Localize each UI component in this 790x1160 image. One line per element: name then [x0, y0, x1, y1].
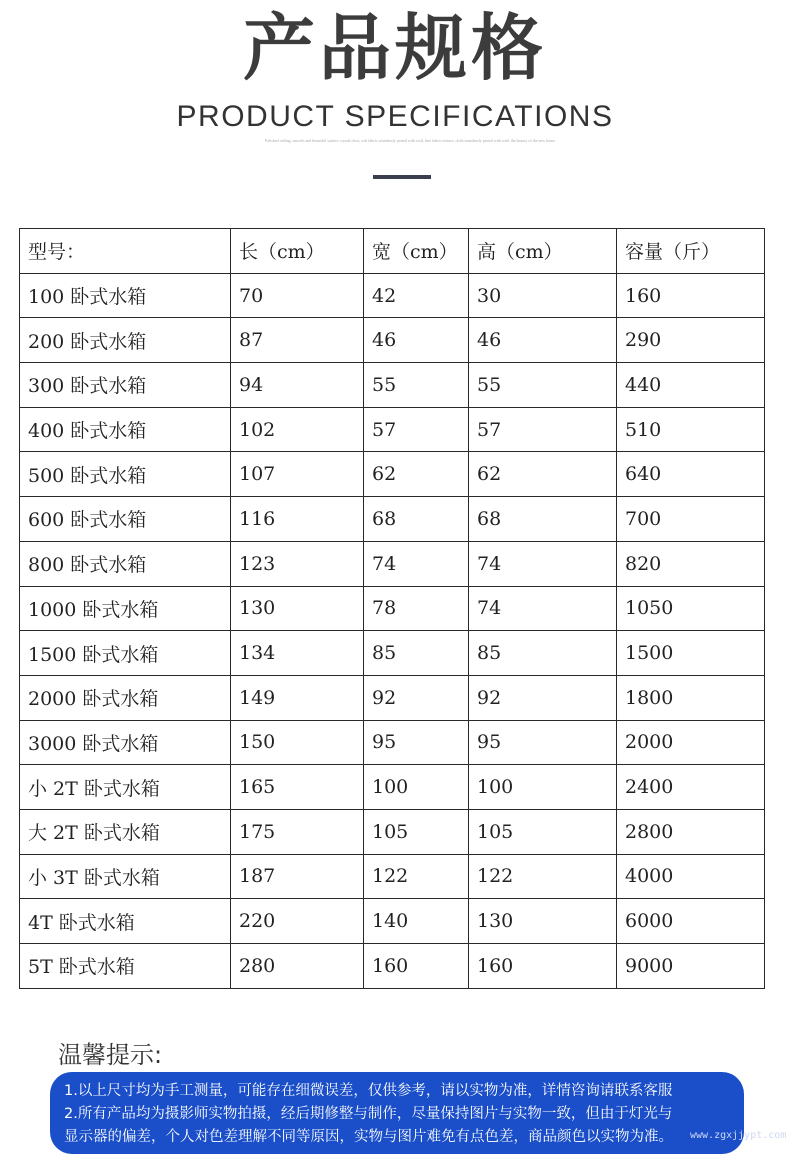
table-cell: 300 卧式水箱 [20, 363, 231, 408]
table-cell: 95 [364, 720, 469, 765]
table-header-cell: 型号： [20, 229, 231, 274]
table-cell: 107 [231, 452, 364, 497]
table-cell: 165 [231, 765, 364, 810]
table-row [20, 273, 765, 318]
table-cell: 510 [617, 407, 765, 452]
table-cell: 2400 [617, 765, 765, 810]
table-cell: 42 [364, 273, 469, 318]
page-subtitle: PRODUCT SPECIFICATIONS [176, 100, 614, 133]
table-row [20, 720, 765, 765]
table-row [20, 407, 765, 452]
table-cell: 130 [231, 586, 364, 631]
fine-print: Polished ceiling, smooth and beautiful surface crystal clear, soft fabric seamlessly paired with wall, fine fabric texture, cloth seamlessly paired with wall, the beauty of the new home [264, 138, 556, 143]
table-cell: 5T 卧式水箱 [20, 944, 231, 989]
table-cell: 290 [617, 318, 765, 363]
table-cell: 92 [469, 675, 617, 720]
table-cell: 160 [617, 273, 765, 318]
table-cell: 68 [364, 497, 469, 542]
table-cell: 55 [364, 363, 469, 408]
tips-title: 温馨提示: [58, 1041, 163, 1069]
table-cell: 100 [469, 765, 617, 810]
table-cell: 600 卧式水箱 [20, 497, 231, 542]
table-row [20, 765, 765, 810]
table-cell: 6000 [617, 899, 765, 944]
table-row [20, 944, 765, 989]
table-cell: 116 [231, 497, 364, 542]
watermark: www.zgxjjypt.com [690, 1130, 787, 1141]
table-cell: 280 [231, 944, 364, 989]
table-cell: 175 [231, 809, 364, 854]
table-cell: 1000 卧式水箱 [20, 586, 231, 631]
table-cell: 102 [231, 407, 364, 452]
table-cell: 105 [469, 809, 617, 854]
table-cell: 100 [364, 765, 469, 810]
table-row [20, 363, 765, 408]
table-cell: 1500 [617, 631, 765, 676]
page-title: 产品规格 [242, 6, 547, 90]
table-cell: 30 [469, 273, 617, 318]
tips-line-1: 1.以上尺寸均为手工测量，可能存在细微误差，仅供参考，请以实物为准，详情咨询请联系客服 [64, 1083, 673, 1099]
table-header-row [20, 229, 765, 274]
table-cell: 62 [469, 452, 617, 497]
table-cell: 62 [364, 452, 469, 497]
table-row [20, 452, 765, 497]
table-cell: 134 [231, 631, 364, 676]
table-cell: 70 [231, 273, 364, 318]
table-cell: 小 2T 卧式水箱 [20, 765, 231, 810]
table-cell: 68 [469, 497, 617, 542]
table-cell: 55 [469, 363, 617, 408]
table-cell: 640 [617, 452, 765, 497]
table-cell: 400 卧式水箱 [20, 407, 231, 452]
table-cell: 800 卧式水箱 [20, 541, 231, 586]
table-cell: 150 [231, 720, 364, 765]
table-cell: 87 [231, 318, 364, 363]
table-header-cell: 容量（斤） [617, 229, 765, 274]
table-cell: 小 3T 卧式水箱 [20, 854, 231, 899]
table-cell: 46 [364, 318, 469, 363]
table-row [20, 854, 765, 899]
table-cell: 440 [617, 363, 765, 408]
table-cell: 78 [364, 586, 469, 631]
table-cell: 220 [231, 899, 364, 944]
tips-box [50, 1072, 744, 1154]
table-cell: 2000 [617, 720, 765, 765]
table-cell: 74 [364, 541, 469, 586]
table-cell: 1800 [617, 675, 765, 720]
table-header-cell: 高（cm） [469, 229, 617, 274]
table-cell: 4T 卧式水箱 [20, 899, 231, 944]
table-cell: 74 [469, 586, 617, 631]
table-cell: 149 [231, 675, 364, 720]
table-header-cell: 长（cm） [231, 229, 364, 274]
spec-table [19, 228, 765, 989]
table-cell: 140 [364, 899, 469, 944]
table-cell: 57 [469, 407, 617, 452]
table-row [20, 809, 765, 854]
table-cell: 200 卧式水箱 [20, 318, 231, 363]
table-row [20, 318, 765, 363]
tips-line-2: 2.所有产品均为摄影师实物拍摄，经后期修整与制作，尽量保持图片与实物一致，但由于灯光与 [64, 1106, 673, 1122]
table-cell: 94 [231, 363, 364, 408]
table-cell: 57 [364, 407, 469, 452]
table-cell: 大 2T 卧式水箱 [20, 809, 231, 854]
table-cell: 85 [469, 631, 617, 676]
tips-line-3: 显示器的偏差，个人对色差理解不同等原因，实物与图片难免有点色差，商品颜色以实物为准。 [64, 1129, 673, 1145]
table-cell: 187 [231, 854, 364, 899]
table-cell: 92 [364, 675, 469, 720]
table-row [20, 899, 765, 944]
title-divider [373, 175, 431, 179]
table-cell: 46 [469, 318, 617, 363]
table-cell: 3000 卧式水箱 [20, 720, 231, 765]
table-cell: 2000 卧式水箱 [20, 675, 231, 720]
table-cell: 500 卧式水箱 [20, 452, 231, 497]
table-cell: 160 [364, 944, 469, 989]
table-row [20, 631, 765, 676]
table-cell: 1500 卧式水箱 [20, 631, 231, 676]
table-cell: 122 [364, 854, 469, 899]
table-cell: 4000 [617, 854, 765, 899]
table-row [20, 541, 765, 586]
table-cell: 74 [469, 541, 617, 586]
table-cell: 95 [469, 720, 617, 765]
table-cell: 123 [231, 541, 364, 586]
table-header-cell: 宽（cm） [364, 229, 469, 274]
table-cell: 160 [469, 944, 617, 989]
table-cell: 1050 [617, 586, 765, 631]
table-cell: 2800 [617, 809, 765, 854]
table-cell: 85 [364, 631, 469, 676]
table-cell: 122 [469, 854, 617, 899]
table-cell: 100 卧式水箱 [20, 273, 231, 318]
table-row [20, 497, 765, 542]
table-cell: 9000 [617, 944, 765, 989]
table-row [20, 675, 765, 720]
table-row [20, 586, 765, 631]
table-cell: 130 [469, 899, 617, 944]
table-cell: 700 [617, 497, 765, 542]
table-cell: 820 [617, 541, 765, 586]
table-cell: 105 [364, 809, 469, 854]
